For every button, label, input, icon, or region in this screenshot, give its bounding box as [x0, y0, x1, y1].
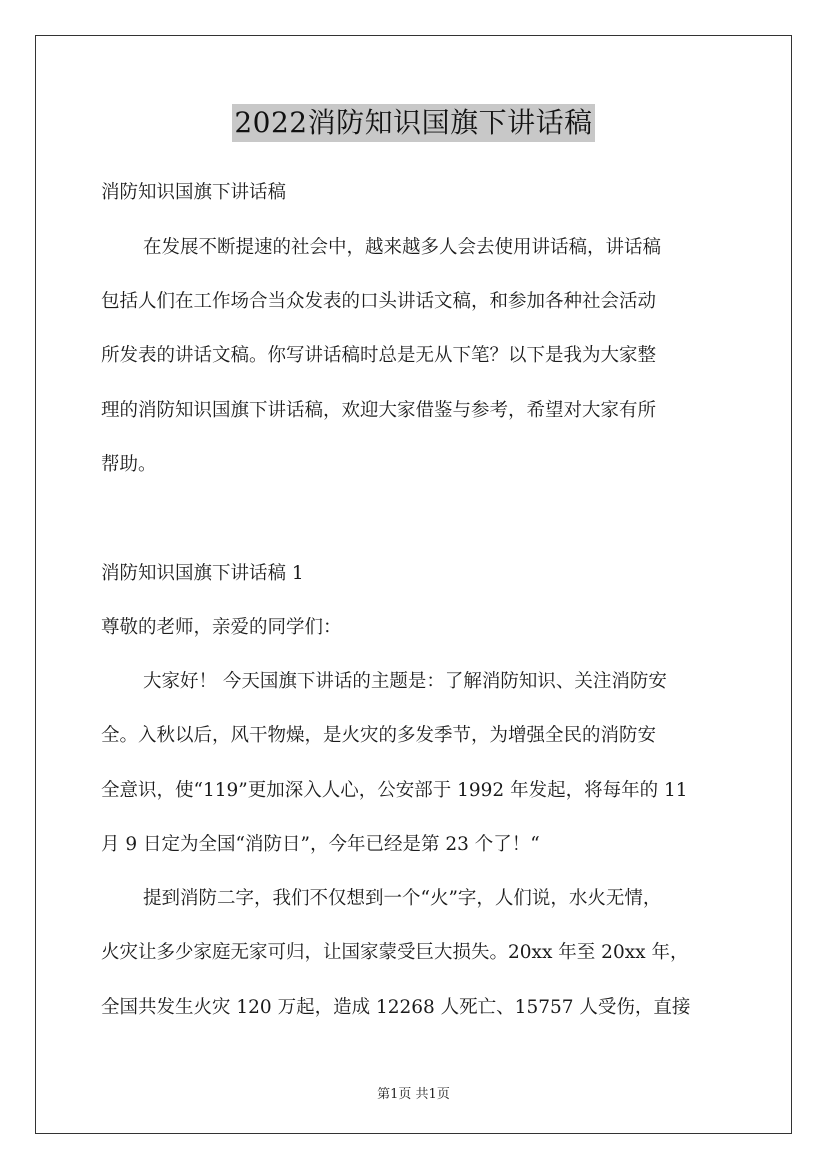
- salutation: 尊敬的老师，亲爱的同学们：: [101, 617, 342, 638]
- page-footer: 第1页 共1页: [377, 1087, 450, 1102]
- title-container: [0, 104, 827, 142]
- intro-line-2: 包括人们在工作场合当众发表的口头讲话文稿，和参加各种社会活动: [101, 291, 657, 312]
- para2-line-2: 火灾让多少家庭无家可归，让国家蒙受巨大损失。20xx 年至 20xx 年，: [101, 942, 689, 963]
- para1-line-1: 大家好！ 今天国旗下讲话的主题是：了解消防知识、关注消防安: [143, 671, 667, 692]
- para2-line-3: 全国共发生火灾 120 万起，造成 12268 人死亡、15757 人受伤，直接: [101, 997, 691, 1018]
- intro-line-1: 在发展不断提速的社会中，越来越多人会去使用讲话稿，讲话稿: [143, 237, 662, 258]
- intro-line-5: 帮助。: [101, 454, 157, 475]
- document-title: 2022消防知识国旗下讲话稿: [232, 104, 594, 142]
- subtitle: 消防知识国旗下讲话稿: [101, 182, 287, 203]
- para2-line-1: 提到消防二字，我们不仅想到一个“火”字，人们说，水火无情，: [143, 888, 662, 909]
- intro-line-3: 所发表的讲话文稿。你写讲话稿时总是无从下笔？以下是我为大家整: [101, 345, 657, 366]
- intro-line-4: 理的消防知识国旗下讲话稿，欢迎大家借鉴与参考，希望对大家有所: [101, 400, 657, 421]
- para1-line-3: 全意识，使“119”更加深入人心，公安部于 1992 年发起，将每年的 11: [101, 780, 688, 801]
- para1-line-2: 全。入秋以后，风干物燥，是火灾的多发季节，为增强全民的消防安: [101, 725, 657, 746]
- section-heading: 消防知识国旗下讲话稿 1: [101, 563, 304, 584]
- para1-line-4: 月 9 日定为全国“消防日”，今年已经是第 23 个了！“: [101, 834, 540, 855]
